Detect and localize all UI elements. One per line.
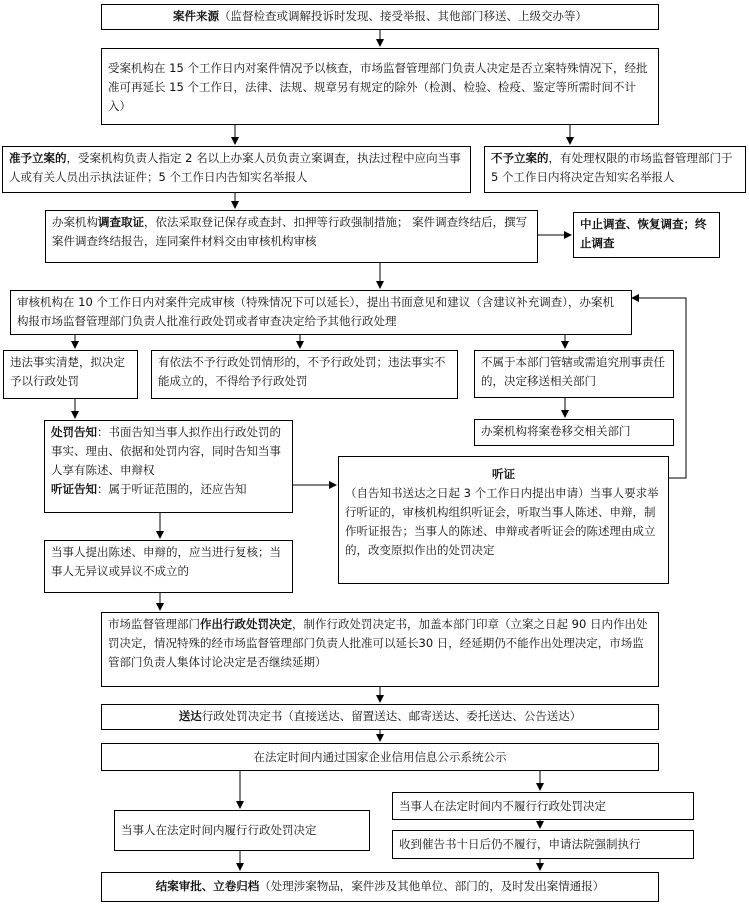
case-source-text: （监督检查或调解投诉时发现、接受举报、其他部门移送、上级交办等） <box>219 9 587 23</box>
hearing-box <box>338 456 669 584</box>
penalty-notice-title: 处罚告知 <box>51 425 97 439</box>
propose-penalty-box <box>3 350 138 399</box>
review-text: 审核机构在 10 个工作日内对案件完成审核（特殊情况下可以延长），提出书面意见和建议（含建议补充调查），办案机构报市场监督管理部门负责人批准行政处罚或者审查决定给予其他行政处理 <box>17 295 614 328</box>
no-penalty-box <box>151 350 458 399</box>
case-closure-title: 结案审批、立卷归档 <box>155 879 260 893</box>
non-compliance-text: 当事人在法定时间内不履行行政处罚决定 <box>399 799 606 813</box>
case-closure-box <box>101 872 659 902</box>
delivery-text: 行政处罚决定书（直接送达、留置送达、邮寄送达、委托送达、公告送达） <box>201 709 582 723</box>
delivery-title: 送达 <box>178 709 202 723</box>
non-compliance-box <box>392 792 694 820</box>
penalty-decision-box <box>101 612 659 687</box>
reject-filing-title: 不予立案的 <box>491 151 549 165</box>
enforcement-box <box>392 830 694 859</box>
publicity-box <box>101 743 659 771</box>
case-source-box <box>101 4 659 30</box>
transfer-files-box <box>474 419 674 446</box>
penalty-decision-title: 作出行政处罚决定 <box>200 617 292 631</box>
approve-filing-text: ，受案机构负责人指定 2 名以上办案人员负责立案调查，执法过程中应向当事人或有关人员出示执法证件；5 个工作日内告知实名举报人 <box>9 151 461 184</box>
statement-review-text: 当事人提出陈述、申辩的，应当进行复核；当事人无异议或异议不成立的 <box>51 545 281 578</box>
compliance-text: 当事人在法定时间内履行行政处罚决定 <box>121 823 317 837</box>
case-verification-text: 受案机构在 15 个工作日内对案件情况予以核查，市场监督管理部门负责人决定是否立案特殊情况下，经批准可再延长 15 个工作日，法律、法规、规章另有规定的除外（检测、检验、检疫、鉴定等所需时间不计入） <box>108 61 648 113</box>
approve-filing-box <box>2 146 471 193</box>
hearing-text: （自告知书送达之日起 3 个工作日内提出申请）当事人要求举行听证的，审核机构组织听证会，听取当事人陈述、申辩，制作听证报告；当事人的陈述、申辩或者听证会的陈述理由成立的，改变原拟作出的处罚决定 <box>345 486 659 557</box>
investigation-title: 调查取证 <box>98 215 144 229</box>
enforcement-text: 收到催告书十日后仍不履行，申请法院强制执行 <box>399 837 641 851</box>
penalty-decision-prefix: 市场监督管理部门 <box>108 617 200 631</box>
investigation-prefix: 办案机构 <box>52 215 98 229</box>
penalty-notice-text: ：书面告知当事人拟作出行政处罚的事实、理由、依据和处罚内容，同时告知当事人享有陈述、申辩权 <box>51 425 281 477</box>
propose-penalty-text: 违法事实清楚，拟决定予以行政处罚 <box>10 355 125 388</box>
case-verification-box <box>101 48 659 125</box>
hearing-title: 听证 <box>492 467 515 481</box>
reject-filing-text: ，有处理权限的市场监督管理部门于 5 个工作日内将决定告知实名举报人 <box>491 151 733 184</box>
approve-filing-title: 准予立案的 <box>9 151 67 165</box>
review-box <box>10 290 632 335</box>
case-source-title: 案件来源 <box>173 9 219 23</box>
penalty-notice-box <box>44 420 293 513</box>
investigation-text: ，依法采取登记保存或查封、扣押等行政强制措施； 案件调查终结后，撰写案件调查终结报告，连同案件材料交由审核机构审核 <box>52 215 528 248</box>
hearing-notice-title: 听证告知 <box>51 482 97 496</box>
investigation-box <box>45 210 538 263</box>
delivery-box <box>101 704 659 730</box>
statement-review-box <box>44 540 293 593</box>
transfer-text: 不属于本部门管辖或需追究刑事责任的，决定移送相关部门 <box>481 355 665 388</box>
suspend-investigation-box <box>573 212 720 258</box>
suspend-investigation-text: 中止调查、恢复调查；终止调查 <box>580 217 707 250</box>
publicity-text: 在法定时间内通过国家企业信用信息公示系统公示 <box>253 750 507 764</box>
case-closure-text: （处理涉案物品，案件涉及其他单位、部门的，及时发出案情通报） <box>259 879 605 893</box>
hearing-notice-text: ：属于听证范围的，还应告知 <box>97 482 247 496</box>
compliance-box <box>114 810 370 851</box>
no-penalty-text: 有依法不予行政处罚情形的，不予行政处罚；违法事实不能成立的，不得给予行政处罚 <box>158 355 446 388</box>
penalty-decision-text: ，制作行政处罚决定书，加盖本部门印章（立案之日起 90 日内作出处罚决定，情况特殊的经市场监督管理部门负责人批准可以延长30 日，经延期仍不能作出处理决定，市场监管部门负责人集体讨论决定是否继续延期） <box>108 617 648 669</box>
transfer-files-text: 办案机构将案卷移交相关部门 <box>481 424 631 438</box>
transfer-box <box>474 350 674 398</box>
reject-filing-box <box>484 146 746 193</box>
